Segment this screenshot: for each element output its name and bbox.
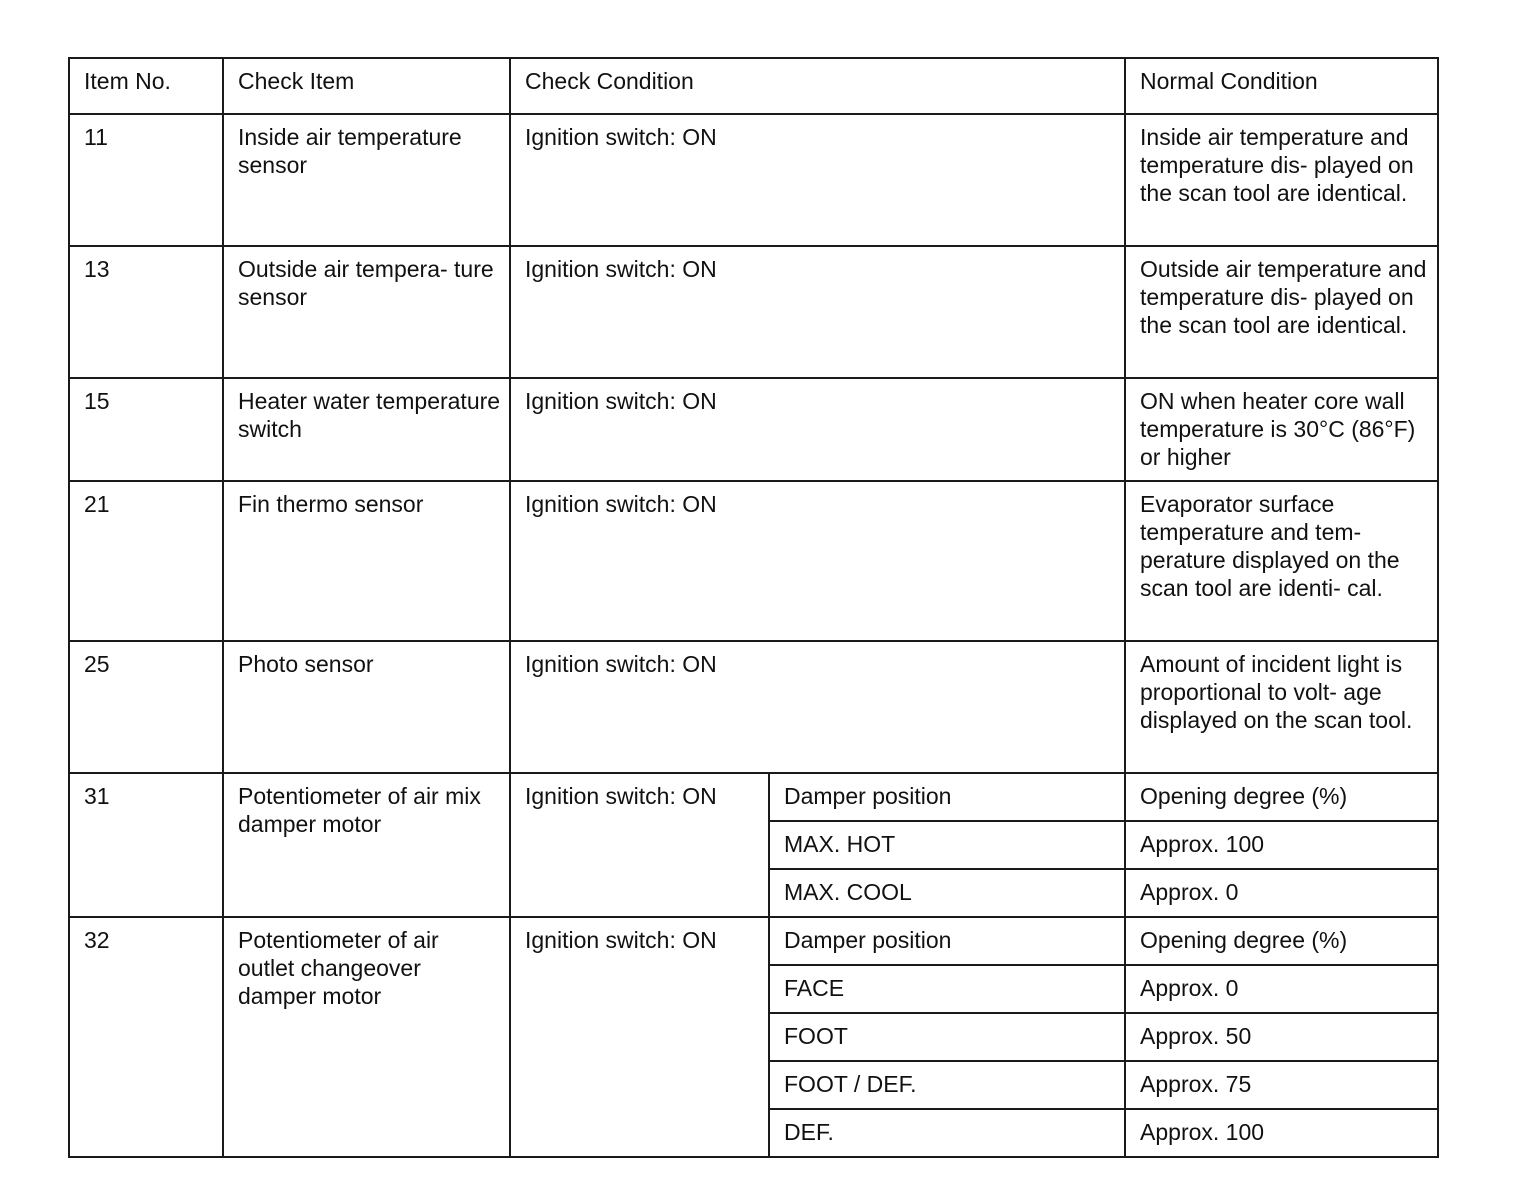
- opening-degree-cell: Approx. 100: [1125, 1109, 1438, 1157]
- table-row: [69, 773, 1438, 821]
- damper-position-cell: FOOT / DEF.: [769, 1061, 1125, 1109]
- damper-position-header: Damper position: [769, 917, 1125, 965]
- check-condition-cell: Ignition switch: ON: [510, 481, 1125, 641]
- damper-position-cell: DEF.: [769, 1109, 1125, 1157]
- normal-condition-cell: Inside air temperature and temperature dis- played on the scan tool are identical.: [1125, 114, 1438, 246]
- check-condition-cell: Ignition switch: ON: [510, 917, 769, 1157]
- opening-degree-cell: Approx. 50: [1125, 1013, 1438, 1061]
- check-condition-cell: Ignition switch: ON: [510, 773, 769, 917]
- check-item-cell: Heater water temperature switch: [223, 378, 510, 481]
- check-condition-cell: Ignition switch: ON: [510, 246, 1125, 378]
- check-table: [68, 57, 1439, 1158]
- header-normal-condition: Normal Condition: [1125, 58, 1438, 114]
- check-condition-cell: Ignition switch: ON: [510, 114, 1125, 246]
- opening-degree-cell: Approx. 100: [1125, 821, 1438, 869]
- check-item-cell: Potentiometer of air outlet changeover damper motor: [223, 917, 510, 1157]
- table-row: [69, 246, 1438, 378]
- check-item-cell: Inside air temperature sensor: [223, 114, 510, 246]
- check-item-cell: Potentiometer of air mix damper motor: [223, 773, 510, 917]
- table-row: [69, 481, 1438, 641]
- item-no-cell: 15: [69, 378, 223, 481]
- header-item-no: Item No.: [69, 58, 223, 114]
- opening-degree-header: Opening degree (%): [1125, 773, 1438, 821]
- normal-condition-cell: Amount of incident light is proportional to volt- age displayed on the scan tool.: [1125, 641, 1438, 773]
- header-check-item: Check Item: [223, 58, 510, 114]
- header-check-condition: Check Condition: [510, 58, 1125, 114]
- table-row: [69, 641, 1438, 773]
- damper-position-cell: MAX. HOT: [769, 821, 1125, 869]
- item-no-cell: 25: [69, 641, 223, 773]
- check-condition-cell: Ignition switch: ON: [510, 378, 1125, 481]
- item-no-cell: 31: [69, 773, 223, 917]
- check-condition-cell: Ignition switch: ON: [510, 641, 1125, 773]
- table-row: [69, 378, 1438, 481]
- item-no-cell: 21: [69, 481, 223, 641]
- opening-degree-header: Opening degree (%): [1125, 917, 1438, 965]
- check-item-cell: Fin thermo sensor: [223, 481, 510, 641]
- normal-condition-cell: ON when heater core wall temperature is 30°C (86°F) or higher: [1125, 378, 1438, 481]
- item-no-cell: 11: [69, 114, 223, 246]
- item-no-cell: 13: [69, 246, 223, 378]
- header-row: [69, 58, 1438, 114]
- opening-degree-cell: Approx. 75: [1125, 1061, 1438, 1109]
- damper-position-cell: MAX. COOL: [769, 869, 1125, 917]
- damper-position-cell: FOOT: [769, 1013, 1125, 1061]
- check-item-cell: Outside air tempera- ture sensor: [223, 246, 510, 378]
- table-row: [69, 917, 1438, 965]
- opening-degree-cell: Approx. 0: [1125, 869, 1438, 917]
- check-item-cell: Photo sensor: [223, 641, 510, 773]
- damper-position-cell: FACE: [769, 965, 1125, 1013]
- normal-condition-cell: Outside air temperature and temperature dis- played on the scan tool are identical.: [1125, 246, 1438, 378]
- item-no-cell: 32: [69, 917, 223, 1157]
- table-row: [69, 114, 1438, 246]
- normal-condition-cell: Evaporator surface temperature and tem- perature displayed on the scan tool are identi- cal.: [1125, 481, 1438, 641]
- damper-position-header: Damper position: [769, 773, 1125, 821]
- opening-degree-cell: Approx. 0: [1125, 965, 1438, 1013]
